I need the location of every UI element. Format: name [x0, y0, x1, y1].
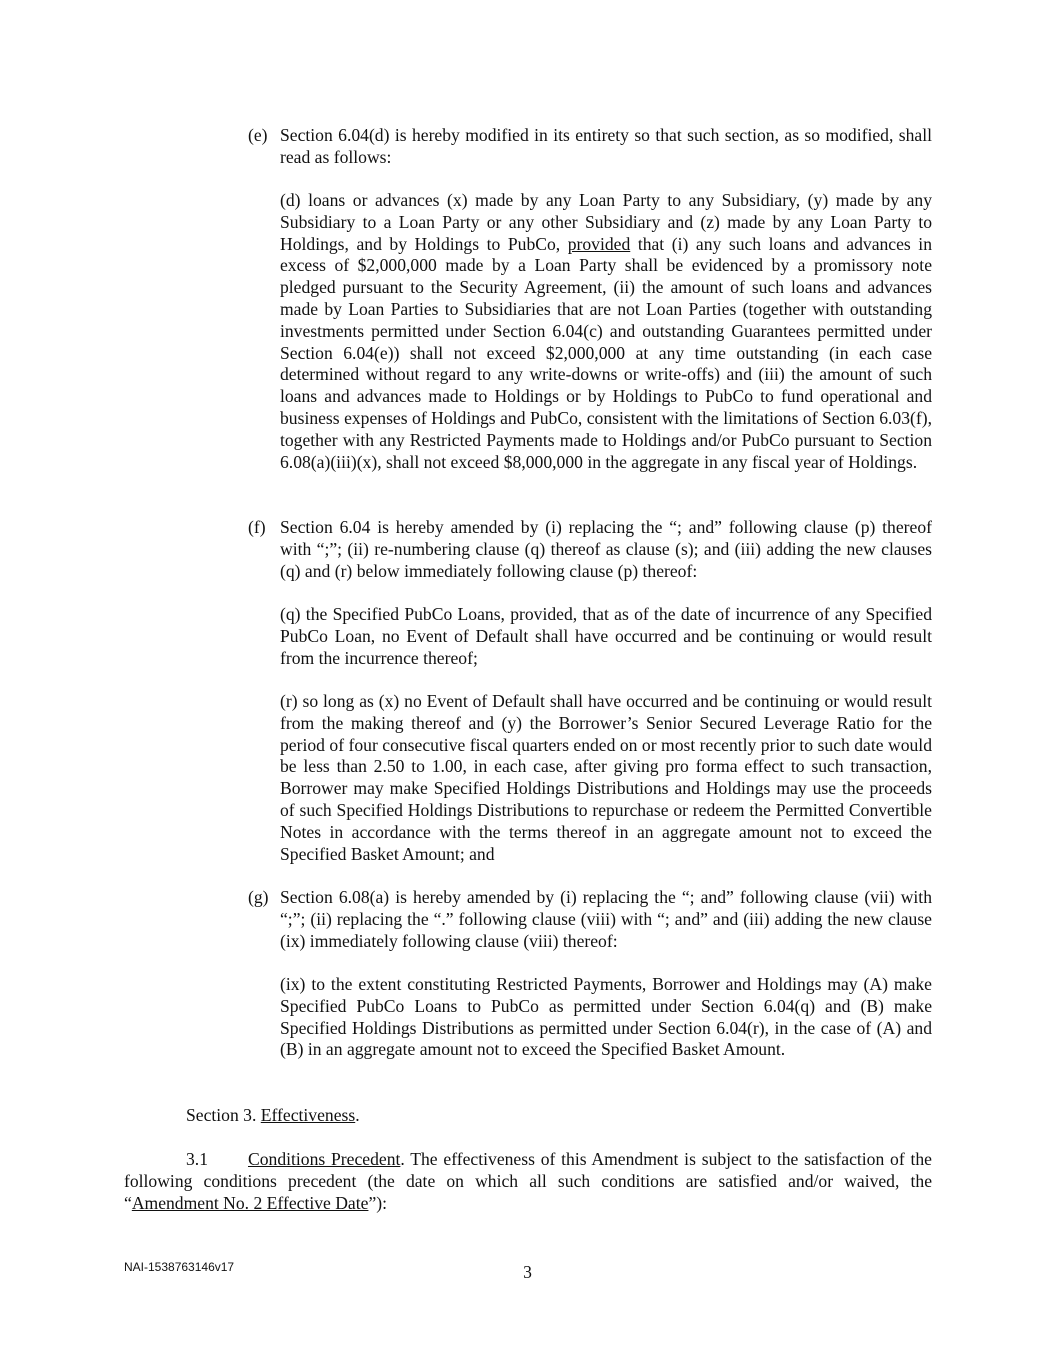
- sub-clause-ix: (ix) to the extent constituting Restricted Payments, Borrower and Holdings may (A) make Specified PubCo Loans to PubCo as permitted under Section 6.04(q) and (B) make Specified Holdings Distributions as permitted under Section 6.04(r), in the case of (A) and (B) in an aggregate amount not to exceed the Specified Basket Amount.: [280, 974, 932, 1060]
- sub-clause-d: [280, 190, 932, 473]
- provided-term: provided: [567, 233, 631, 254]
- list-marker-g: (g): [248, 887, 269, 907]
- sub-clause-d-lead: (d) loans or advances (x) made by any Loan Party to any Subsidiary, (y) made by any Subsidiary to a Loan Party or any other Subsidiary and (z) made by any Loan Party to Holdings, and by Holdings to PubCo,: [280, 190, 932, 254]
- list-marker-e: (e): [248, 125, 268, 145]
- sub-clause-r: (r) so long as (x) no Event of Default shall have occurred and be continuing or would result from the making thereof and (y) the Borrower’s Senior Secured Leverage Ratio for the period of four consecutive fiscal quarters ended on or most recently prior to such date would be less than 2.50 to 1.00, in each case, after giving pro forma effect to such transaction, Borrower may make Specified Holdings Distributions and Holdings may use the proceeds of such Specified Holdings Distributions to repurchase or redeem the Permitted Convertible Notes in accordance with the terms thereof in an aggregate amount not to exceed the Specified Basket Amount; and: [280, 691, 932, 864]
- page-number: 3: [523, 1262, 532, 1282]
- clause-3-1-heading: Conditions Precedent: [248, 1149, 401, 1169]
- list-marker-f: (f): [248, 517, 266, 537]
- section-3-prefix: Section 3.: [186, 1105, 261, 1125]
- list-text-f: Section 6.04 is hereby amended by (i) replacing the “; and” following clause (p) thereof with “;”; (ii) re-numbering clause (q) thereof as clause (s); and (iii) adding the new clauses (q) and (r) below immediately following clause (p) thereof:: [280, 517, 932, 581]
- clause-3-1-text-a: . The effectiveness of this Amendment is subject to the satisfaction of the following conditions precedent (the date on which all such conditions are satisfied and/or waived, the “: [124, 1149, 932, 1213]
- list-item-e: [248, 125, 932, 169]
- list-text-e: Section 6.04(d) is hereby modified in its entirety so that such section, as so modified, shall read as follows:: [280, 125, 932, 167]
- section-3-suffix: .: [355, 1105, 360, 1125]
- sub-clause-d-rest: that (i) any such loans and advances in excess of $2,000,000 made by a Loan Party shall be evidenced by a promissory note pledged pursuant to the Security Agreement, (ii) the amount of such loans and advances made by Loan Parties to Subsidiaries that are not Loan Parties (together with outstanding investments permitted under Section 6.04(c) and outstanding Guarantees permitted under Section 6.04(e)) shall not exceed $2,000,000 at any time outstanding (in each case determined without regard to any write-downs or write-offs) and (iii) the amount of such loans and advances made to Holdings or by Holdings to PubCo to fund operational and business expenses of Holdings and PubCo, consistent with the limitations of Section 6.03(f), together with any Restricted Payments made to Holdings and/or PubCo pursuant to Section 6.08(a)(iii)(x), shall not exceed $8,000,000 in the aggregate in any fiscal year of Holdings.: [280, 233, 932, 472]
- section-3-title: Effectiveness: [260, 1105, 356, 1125]
- clause-3-1: [124, 1149, 932, 1214]
- clause-3-1-text-b: ”):: [368, 1192, 387, 1213]
- list-item-g: [248, 887, 932, 952]
- list-item-f: [248, 517, 932, 582]
- document-id: NAI-1538763146v17: [124, 1260, 235, 1274]
- list-text-g: Section 6.08(a) is hereby amended by (i) replacing the “; and” following clause (vii) with “;”; (ii) replacing the “.” following clause (viii) with “; and” and (iii) adding the new clause (ix) immediately following clause (viii) thereof:: [280, 887, 932, 951]
- sub-clause-q: (q) the Specified PubCo Loans, provided, that as of the date of incurrence of any Specified PubCo Loan, no Event of Default shall have occurred and be continuing or would result from the incurrence thereof;: [280, 604, 932, 668]
- section-3-heading: [186, 1105, 360, 1127]
- amendment-effective-date-term: Amendment No. 2 Effective Date: [131, 1192, 369, 1213]
- clause-3-1-number: 3.1: [186, 1149, 208, 1169]
